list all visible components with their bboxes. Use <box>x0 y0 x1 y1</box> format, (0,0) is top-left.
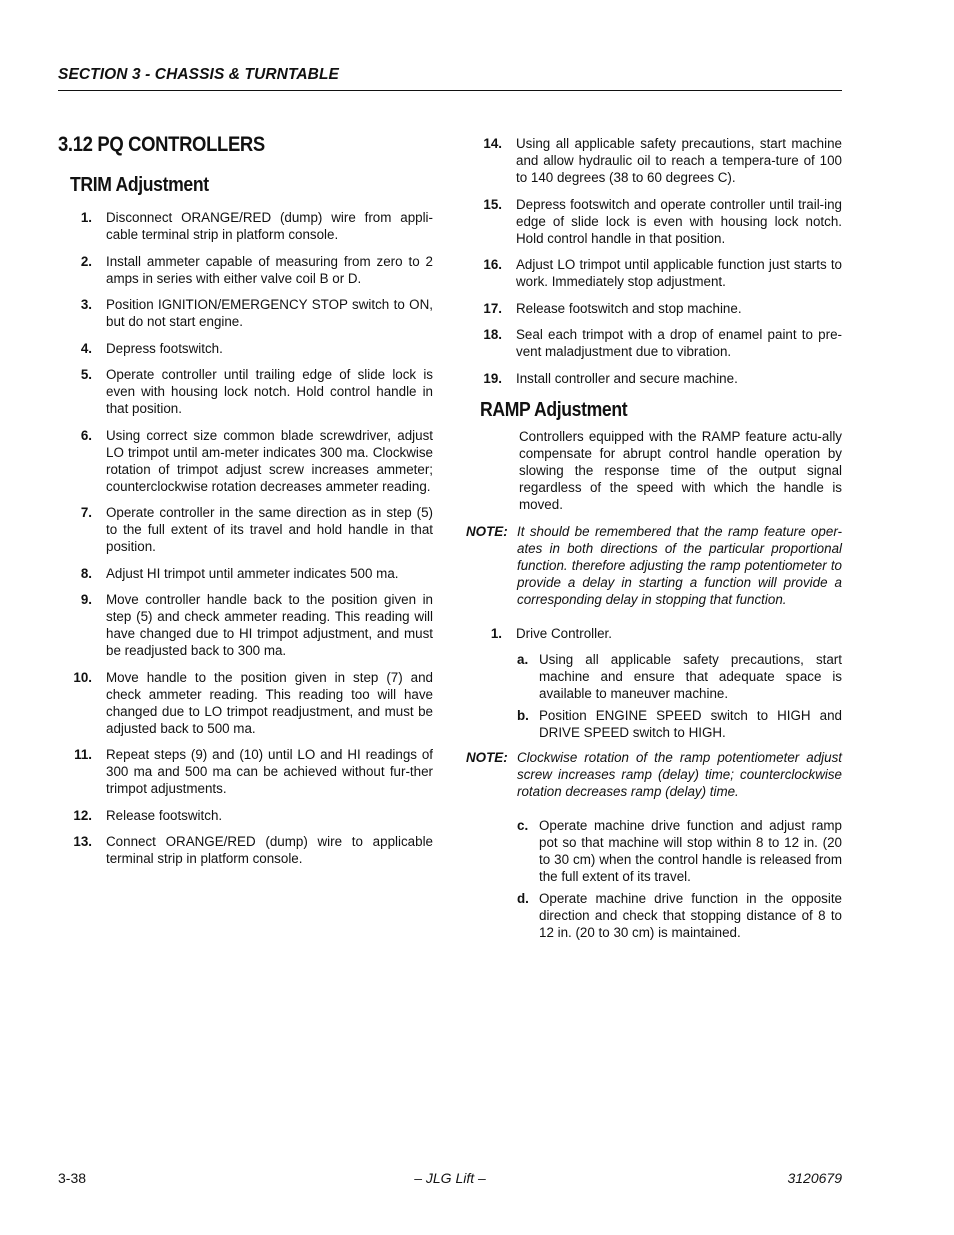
substep-letter: c. <box>517 817 529 833</box>
step-number: 18. <box>483 327 502 342</box>
step-text: Repeat steps (9) and (10) until LO and HI readings of 300 ma and 500 ma can be achieved without fur-ther trimpot adjustments. <box>106 747 433 796</box>
trim-step <box>468 300 842 317</box>
trim-step <box>58 591 433 659</box>
step-text: Using all applicable safety precautions, start machine and allow hydraulic oil to reach a tempera-ture of 100 to 140 degrees (38 to 60 degrees C). <box>516 136 842 185</box>
substep-letter: a. <box>517 651 529 667</box>
trim-step <box>58 209 433 243</box>
step-number: 5. <box>80 367 92 382</box>
footer-brand: – JLG Lift – <box>414 1170 486 1186</box>
step-text: Adjust HI trimpot until ammeter indicates 500 ma. <box>106 565 399 581</box>
trim-step <box>468 135 842 186</box>
substep-text: Using all applicable safety precautions, start machine and ensure that adequate space is available to maneuver machine. <box>539 651 842 701</box>
trim-step <box>468 256 842 290</box>
trim-step <box>58 427 433 495</box>
step-text: Drive Controller. <box>516 625 612 641</box>
ramp-substep <box>468 707 842 741</box>
step-text: Depress footswitch. <box>106 340 223 356</box>
note-text: It should be remembered that the ramp feature oper-ates in both directions of the particular proportional function. therefore adjusting the ramp potentiometer to provide a delay in starting a function will provide a corresponding delay in stopping that function. <box>517 523 842 607</box>
ramp-note-2 <box>468 749 842 800</box>
step-number: 15. <box>483 196 502 212</box>
trim-step <box>58 746 433 797</box>
step-number: 13. <box>73 834 92 849</box>
ramp-note-1 <box>468 523 842 608</box>
section-header-title: SECTION 3 - CHASSIS & TURNTABLE <box>58 66 339 83</box>
trim-step <box>58 669 433 737</box>
step-number: 2. <box>80 253 92 269</box>
substep-letter: d. <box>517 890 529 906</box>
step-text: Operate controller until trailing edge of slide lock is even with housing lock notch. Hold control handle in that position. <box>106 367 433 416</box>
step-number: 4. <box>80 340 92 356</box>
step-text: Move handle to the position given in step (7) and check ammeter reading. This reading too will have changed due to LO trimpot readjustment, and must be adjusted back to 500 ma. <box>106 669 433 736</box>
step-text: Release footswitch and stop machine. <box>516 300 742 316</box>
document-number: 3120679 <box>787 1170 842 1186</box>
step-text: Move controller handle back to the position given in step (5) and check ammeter reading. This reading will have changed due to HI trimpot adjustment, and must be readjusted back to 300 ma. <box>106 592 433 658</box>
step-text: Connect ORANGE/RED (dump) wire to applicable terminal strip in platform console. <box>106 834 433 866</box>
trim-steps-list-continued <box>468 135 842 387</box>
right-column <box>468 135 842 946</box>
trim-step <box>58 253 433 287</box>
substep-text: Position ENGINE SPEED switch to HIGH and DRIVE SPEED switch to HIGH. <box>539 707 842 740</box>
ramp-substep <box>468 651 842 702</box>
trim-step <box>58 504 433 555</box>
step-number: 10. <box>73 669 92 685</box>
step-number: 8. <box>80 565 92 581</box>
step-text: Install controller and secure machine. <box>516 370 738 386</box>
step-text: Using correct size common blade screwdriver, adjust LO trimpot until am-meter indicates 300 ma. Clockwise rotation of trimpot adjust screw increases ammeter; counterclockwise rotation decreases ammeter reading. <box>106 427 433 494</box>
ramp-substep <box>468 817 842 885</box>
step-text: Depress footswitch and operate controller until trail-ing edge of slide lock is even with housing lock notch. Hold control handle in that position. <box>516 196 842 246</box>
substep-letter: b. <box>517 707 529 723</box>
step-number: 17. <box>483 300 502 316</box>
step-text: Adjust LO trimpot until applicable function just starts to work. Immediately stop adjustment. <box>516 257 842 289</box>
step-number: 7. <box>80 505 92 520</box>
trim-step <box>58 833 433 867</box>
substep-text: Operate machine drive function and adjust ramp pot so that machine will stop within 8 to 12 in. (20 to 30 cm) when the control handle is released from the full extent of its travel. <box>539 817 842 884</box>
step-text: Seal each trimpot with a drop of enamel paint to pre-vent maladjustment due to vibration. <box>516 327 842 359</box>
ramp-intro-paragraph: Controllers equipped with the RAMP feature actu-ally compensate for abrupt control handle operation by slowing the response time of the output signal regardless of the speed with which the handle is moved. <box>519 428 842 512</box>
trim-step <box>468 196 842 247</box>
ramp-adjustment-heading: RAMP Adjustment <box>480 398 628 421</box>
trim-step <box>58 340 433 357</box>
note-label: NOTE: <box>466 749 508 765</box>
step-text: Position IGNITION/EMERGENCY STOP switch to ON, but do not start engine. <box>106 297 433 329</box>
step-number: 14. <box>483 136 502 151</box>
left-column <box>58 130 433 877</box>
ramp-steps-list <box>468 625 842 642</box>
trim-step <box>58 366 433 417</box>
note-label: NOTE: <box>466 523 508 539</box>
step-text: Operate controller in the same direction as in step (5) to the full extent of its travel and hold handle in that position. <box>106 505 433 554</box>
step-number: 11. <box>74 747 92 762</box>
step-text: Release footswitch. <box>106 807 223 823</box>
ramp-substeps-cd <box>468 817 842 941</box>
step-number: 19. <box>483 370 502 386</box>
step-number: 3. <box>80 297 92 312</box>
page-header <box>58 66 842 91</box>
trim-step <box>468 326 842 360</box>
trim-step <box>58 565 433 582</box>
trim-steps-list <box>58 209 433 867</box>
step-text: Install ammeter capable of measuring from zero to 2 amps in series with either valve coil B or D. <box>106 253 433 286</box>
step-number: 6. <box>80 427 92 443</box>
ramp-substep <box>468 890 842 941</box>
substep-text: Operate machine drive function in the opposite direction and check that stopping distance of 8 to 12 in. (20 to 30 cm) is maintained. <box>539 890 842 940</box>
page-number: 3-38 <box>58 1170 87 1186</box>
step-number: 16. <box>483 257 502 272</box>
step-text: Disconnect ORANGE/RED (dump) wire from appli-cable terminal strip in platform console. <box>106 210 433 242</box>
trim-step <box>58 296 433 330</box>
trim-adjustment-heading: TRIM Adjustment <box>70 174 209 196</box>
step-number: 1. <box>490 625 502 641</box>
note-text: Clockwise rotation of the ramp potentiometer adjust screw increases ramp (delay) time; counterclockwise rotation decreases ramp (delay) time. <box>517 749 842 799</box>
section-title: 3.12 PQ CONTROLLERS <box>58 133 265 156</box>
ramp-step <box>468 625 842 642</box>
step-number: 9. <box>80 592 92 607</box>
step-number: 12. <box>73 807 92 823</box>
trim-step <box>468 370 842 387</box>
ramp-substeps-ab <box>468 651 842 741</box>
step-number: 1. <box>80 210 92 225</box>
trim-step <box>58 807 433 824</box>
page-footer <box>58 1170 842 1188</box>
